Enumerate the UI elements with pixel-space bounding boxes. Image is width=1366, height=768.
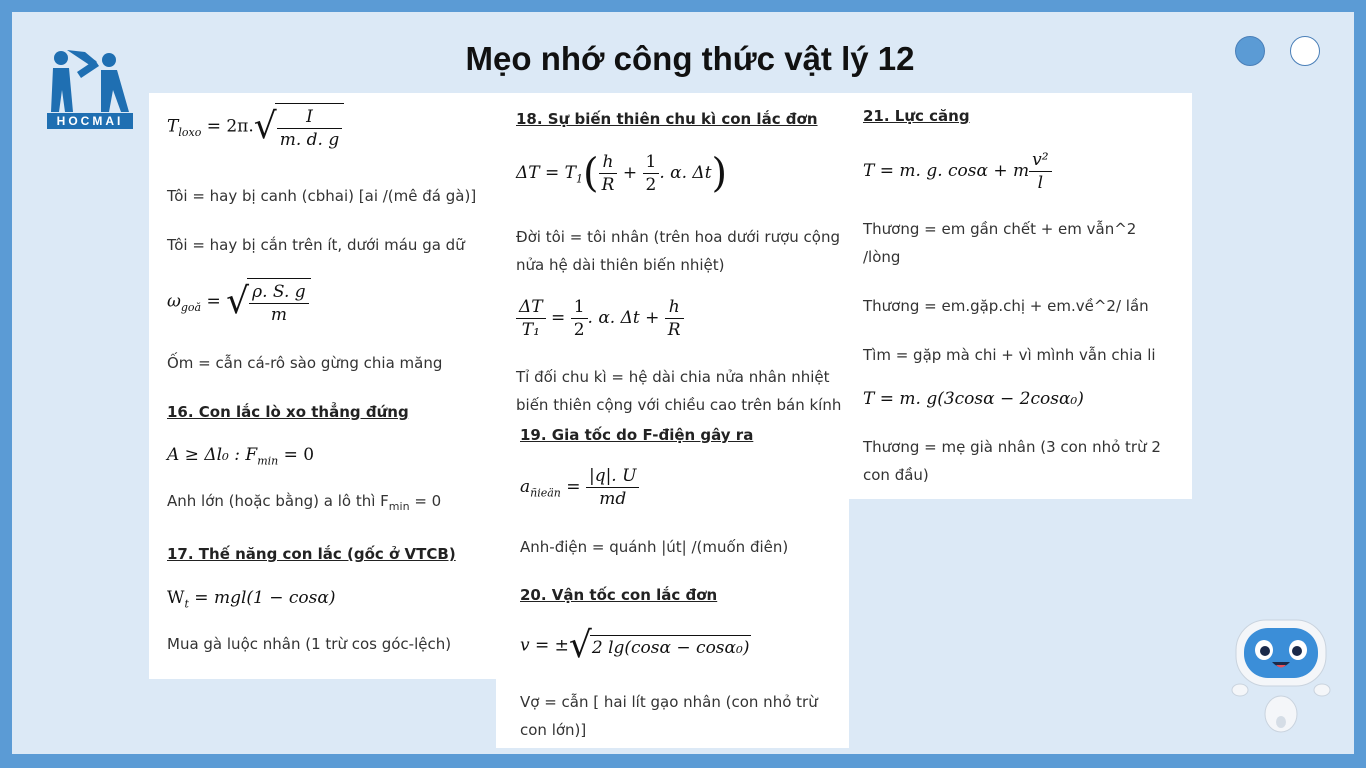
logo-text: HOCMAI (47, 113, 133, 129)
section-heading-20: 20. Vận tốc con lắc đơn (520, 586, 718, 604)
nav-dot-active[interactable] (1235, 36, 1265, 66)
mnemonic-text: Thương = mẹ già nhân (3 con nhỏ trừ 2 (863, 438, 1161, 456)
formula-18b: $\frac{\Delta T}{\text{T₁}}$ = $\frac{1}{2}$ . α. Δt + $\frac{h}{R}$ (516, 296, 684, 341)
section-heading-21: 21. Lực căng (863, 107, 970, 125)
section-heading-18: 18. Sự biến thiên chu kì con lắc đơn (516, 110, 818, 128)
mnemonic-text: Anh lớn (hoặc bằng) a lô thì $F_{min} = 0$ (167, 492, 442, 513)
mnemonic-text: Tôi = hay bị canh (cbhai) [ai /(mê đá gà)] (167, 187, 477, 205)
formula-panel-1 (149, 93, 496, 679)
section-heading-19: 19. Gia tốc do F-điện gây ra (520, 426, 754, 444)
page-title: Mẹo nhớ công thức vật lý 12 (465, 40, 915, 77)
mnemonic-text: con lớn)] (520, 721, 587, 739)
formula-17: $W_t = mgl(1 - \cos\alpha)$ (167, 588, 336, 611)
nav-dot[interactable] (1290, 36, 1320, 66)
mnemonic-text: biến thiên cộng với chiều cao trên bán kính (516, 396, 842, 414)
formula-loxo: $T_{loxo} = 2\pi.√$ $\frac{I}{m. d. g}$ (167, 103, 344, 151)
mnemonic-text: Tìm = gặp mà chi + vì mình vẫn chia li (863, 346, 1156, 364)
hocmai-logo (47, 46, 133, 130)
formula-19: $a_{ñieän}$ = $\frac{|q|. U}{md}$ (520, 465, 639, 510)
people-logo-icon (47, 46, 133, 114)
section-heading-16: 16. Con lắc lò xo thẳng đứng (167, 403, 409, 421)
mnemonic-text: Thương = em gần chết + em vẫn^2 (863, 220, 1137, 238)
section-heading-17: 17. Thế năng con lắc (gốc ở VTCB) (167, 545, 456, 563)
formula-omega: $\omega_{goă}$ = √ $\frac{\rho. S. g}{m}$ (167, 278, 311, 326)
formula-21b: T = m. g(3cosα − 2cosα₀) (863, 389, 1084, 409)
formula-18a: $\Delta T = T_1$( $\frac{h}{R}$ + $\frac{1}{2}$ . α. Δt) (516, 150, 728, 197)
mnemonic-text: con đầu) (863, 466, 929, 484)
mnemonic-text: Thương = em.gặp.chị + em.về^2/ lần (863, 297, 1149, 315)
mnemonic-text: Vợ = cẫn [ hai lít gạo nhân (con nhỏ trừ (520, 693, 818, 711)
mnemonic-text: /lòng (863, 248, 901, 266)
formula-16: A ≥ Δl₀ : $F_{min} = 0$ (167, 445, 315, 468)
mnemonic-text: Mua gà luộc nhân (1 trừ cos góc-lệch) (167, 635, 452, 653)
mnemonic-text: Ốm = cẫn cá-rô sào gừng chia măng (167, 354, 443, 372)
formula-20: v = ±√2 lg(cosα − cosα₀) (520, 625, 750, 666)
mnemonic-text: Tôi = hay bị cắn trên ít, dưới máu ga dữ (167, 236, 465, 254)
mnemonic-text: Đời tôi = tôi nhân (trên hoa dưới rượu cộng (516, 228, 840, 246)
mnemonic-text: Tỉ đối chu kì = hệ dài chia nửa nhân nhiệt (516, 368, 830, 386)
mnemonic-text: nửa hệ dài thiên biến nhiệt) (516, 256, 725, 274)
formula-panel-2 (496, 93, 849, 748)
formula-panel-3 (849, 93, 1192, 499)
robot-mascot-icon (1228, 616, 1334, 736)
mnemonic-text: Anh-điện = quánh |út| /(muốn điên) (520, 538, 789, 556)
formula-21a: T = m. g. cosα + m $\frac{\text{v²}}{l}$ (863, 149, 1052, 194)
